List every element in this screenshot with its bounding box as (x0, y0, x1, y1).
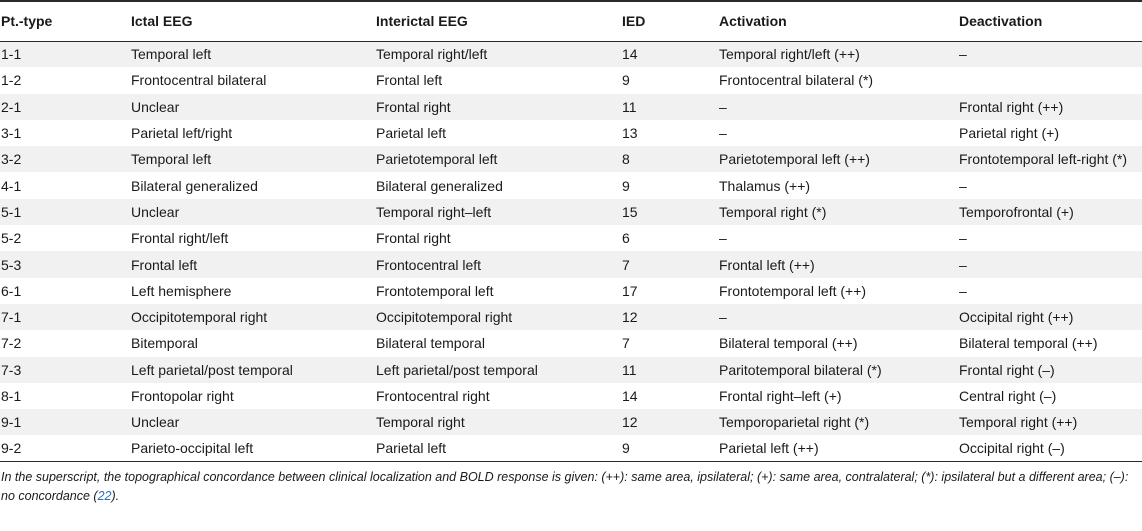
cell-ied: 9 (621, 435, 718, 461)
cell-ictal-eeg: Unclear (131, 203, 180, 220)
cell-interictal-eeg: Frontal right (376, 230, 451, 247)
cell-deactivation: Occipital right (–) (958, 435, 1142, 461)
cell-pt-type: 3-2 (1, 151, 22, 168)
cell-activation: – (719, 230, 727, 247)
cell-activation: Temporal right (*) (719, 203, 827, 220)
header-interictal-eeg: Interictal EEG (375, 1, 621, 41)
cell-deactivation (958, 67, 1142, 93)
cell-ied: 7 (622, 256, 630, 273)
cell-interictal-eeg: Frontal right (376, 98, 451, 115)
cell-ictal-eeg: Frontocentral bilateral (131, 72, 267, 89)
cell-deactivation: – (959, 282, 967, 299)
cell-activation: Thalamus (++) (719, 177, 811, 194)
cell-activation: – (719, 309, 727, 326)
cell-interictal-eeg: Bilateral temporal (376, 335, 485, 352)
cell-deactivation: – (959, 46, 967, 63)
cell-interictal-eeg: Parietotemporal left (376, 151, 498, 168)
cell-pt-type: 4-1 (1, 177, 22, 194)
cell-deactivation: Frontal right (–) (959, 361, 1055, 378)
cell-interictal-eeg: Occipitotemporal right (376, 309, 513, 326)
cell-deactivation: – (959, 230, 967, 247)
cell-activation: – (719, 98, 727, 115)
cell-interictal-eeg: Parietal left (375, 435, 621, 461)
cell-pt-type: 1-1 (1, 46, 22, 63)
table-row (0, 120, 1142, 146)
cell-pt-type: 9-1 (1, 414, 22, 431)
table-row (0, 146, 1142, 172)
header-ictal-eeg: Ictal EEG (130, 1, 375, 41)
cell-ied: 7 (622, 335, 630, 352)
cell-interictal-eeg: Frontocentral right (376, 388, 490, 404)
cell-ied: 9 (622, 177, 630, 194)
cell-deactivation: Frontotemporal left-right (*) (959, 151, 1128, 168)
cell-ictal-eeg: Temporal left (131, 46, 212, 63)
header-deactivation: Deactivation (958, 1, 1142, 41)
cell-ictal-eeg: Temporal left (131, 151, 212, 168)
cell-ied: 11 (622, 361, 637, 378)
cell-ictal-eeg: Parietal left/right (131, 125, 233, 142)
cell-pt-type: 7-1 (1, 309, 22, 326)
cell-pt-type: 7-3 (1, 361, 22, 378)
cell-interictal-eeg: Temporal right/left (376, 46, 488, 63)
table-row (0, 409, 1142, 435)
cell-interictal-eeg: Frontal left (376, 72, 443, 89)
table-row (0, 357, 1142, 383)
table-row (0, 94, 1142, 120)
cell-interictal-eeg: Parietal left (376, 125, 447, 142)
cell-interictal-eeg: Bilateral generalized (376, 177, 503, 194)
cell-activation: Paritotemporal bilateral (*) (719, 361, 882, 378)
cell-deactivation: Temporal right (++) (959, 414, 1078, 431)
cell-deactivation: Occipital right (++) (959, 309, 1074, 326)
cell-ied: 13 (622, 125, 638, 142)
cell-ied: 8 (622, 151, 630, 168)
cell-ictal-eeg: Left hemisphere (131, 282, 232, 299)
cell-ictal-eeg: Left parietal/post temporal (131, 361, 293, 378)
footnote-text: In the superscript, the topographical concordance between clinical localization and BOLD response is given: (++): same area, ipsilateral; (+): same area, contralateral; (*): ipsilateral but a different area; (–): no concordance ( (1, 470, 1129, 504)
cell-activation: Temporal right/left (++) (719, 46, 860, 63)
header-activation: Activation (718, 1, 958, 41)
cell-activation: Frontotemporal left (++) (719, 282, 867, 299)
cell-activation: Frontocentral bilateral (*) (719, 72, 874, 89)
table-header (0, 1, 1142, 41)
table-row (0, 383, 1142, 409)
table-footnote (0, 462, 1136, 506)
cell-ied: 14 (622, 388, 638, 404)
cell-ied: 12 (622, 309, 638, 326)
footnote-text-end: ). (111, 489, 120, 504)
table-row (0, 251, 1142, 277)
cell-ied: 14 (622, 46, 638, 63)
table-row (0, 225, 1142, 251)
table-row (0, 67, 1142, 93)
cell-deactivation: – (959, 177, 967, 194)
cell-pt-type: 6-1 (1, 282, 22, 299)
cell-interictal-eeg: Frontotemporal left (376, 282, 494, 299)
cell-activation: Frontal right–left (+) (719, 388, 842, 404)
table-row (0, 304, 1142, 330)
cell-activation: Bilateral temporal (++) (719, 335, 858, 352)
table-row (0, 435, 1142, 461)
cell-ictal-eeg: Bilateral generalized (131, 177, 258, 194)
cell-pt-type: 1-2 (1, 72, 22, 89)
cell-deactivation: Parietal right (+) (959, 125, 1059, 142)
cell-interictal-eeg: Temporal right–left (376, 203, 492, 220)
cell-deactivation: Central right (–) (959, 388, 1057, 404)
cell-interictal-eeg: Temporal right (376, 414, 465, 431)
cell-pt-type: 8-1 (1, 388, 22, 404)
cell-ied: 9 (622, 72, 630, 89)
header-row (0, 1, 1142, 41)
cell-ied: 11 (622, 98, 637, 115)
table-row (0, 41, 1142, 67)
table-body (0, 41, 1142, 462)
cell-deactivation: Bilateral temporal (++) (959, 335, 1098, 352)
cell-ictal-eeg: Frontal left (131, 256, 198, 273)
cell-deactivation: Frontal right (++) (959, 98, 1064, 115)
cell-activation: Temporoparietal right (*) (719, 414, 870, 431)
cell-ictal-eeg: Occipitotemporal right (131, 309, 268, 326)
table-row (0, 199, 1142, 225)
cell-deactivation: – (959, 256, 967, 273)
cell-pt-type: 2-1 (1, 98, 22, 115)
table-row (0, 330, 1142, 356)
cell-ictal-eeg: Parieto-occipital left (130, 435, 375, 461)
cell-ied: 15 (622, 203, 638, 220)
cell-ictal-eeg: Frontal right/left (131, 230, 229, 247)
cell-pt-type: 7-2 (1, 335, 22, 352)
cell-ictal-eeg: Unclear (131, 414, 180, 431)
cell-activation: Parietal left (++) (718, 435, 958, 461)
footnote-reference-link[interactable]: 22 (97, 489, 112, 504)
cell-ied: 12 (622, 414, 638, 431)
cell-interictal-eeg: Frontocentral left (376, 256, 482, 273)
table-row (0, 278, 1142, 304)
cell-pt-type: 3-1 (1, 125, 22, 142)
cell-pt-type: 9-2 (0, 435, 130, 461)
cell-ictal-eeg: Bitemporal (131, 335, 198, 352)
cell-ied: 6 (622, 230, 630, 247)
header-ied: IED (621, 1, 718, 41)
cell-ied: 17 (622, 282, 638, 299)
cell-activation: – (719, 125, 727, 142)
cell-ictal-eeg: Unclear (131, 98, 180, 115)
cell-ictal-eeg: Frontopolar right (131, 388, 234, 404)
cell-deactivation: Temporofrontal (+) (959, 203, 1074, 220)
cell-activation: Parietotemporal left (++) (719, 151, 870, 168)
cell-pt-type: 5-3 (1, 256, 22, 273)
cell-interictal-eeg: Left parietal/post temporal (376, 361, 538, 378)
header-pt-type: Pt.-type (0, 1, 130, 41)
cell-pt-type: 5-2 (1, 230, 22, 247)
table-row (0, 172, 1142, 198)
cell-pt-type: 5-1 (1, 203, 22, 220)
cell-activation: Frontal left (++) (719, 256, 815, 273)
